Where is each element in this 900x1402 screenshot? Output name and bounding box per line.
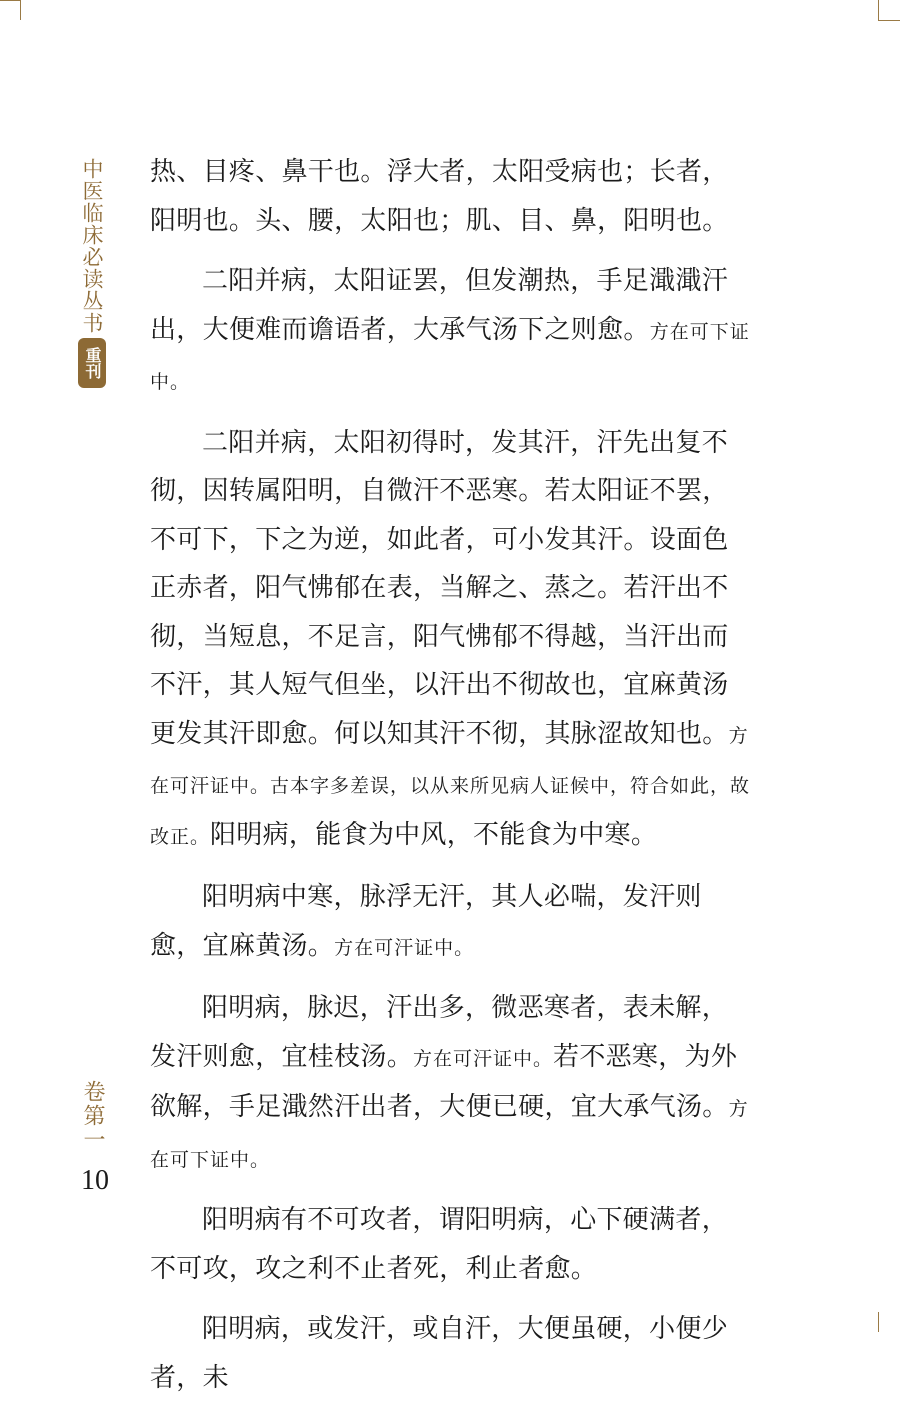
paragraph-text: 热、目疼、鼻干也。浮大者，太阳受病也；长者，阳明也。头、腰，太阳也；肌、目、鼻，阳明也。 bbox=[150, 157, 729, 236]
page-number: 10 bbox=[81, 1165, 109, 1196]
annotation-note: 方在可汗证中。 bbox=[413, 1047, 554, 1070]
crop-mark-bottom-right-v bbox=[878, 1312, 879, 1332]
annotation-note: 方在可下证中。 bbox=[150, 1098, 749, 1171]
annotation-note: 方在可汗证中。 bbox=[334, 936, 475, 959]
paragraph-text: 阳明病，脉迟，汗出多，微恶寒者，表未解，发汗则愈，宜桂枝汤。 bbox=[150, 993, 729, 1072]
annotation-note: 方在可汗证中。古本字多差误，以从来所见病人证候中，符合如此，故改正。 bbox=[150, 724, 751, 848]
paragraph bbox=[150, 148, 750, 245]
crop-mark-top-left-v bbox=[20, 0, 21, 20]
paragraph bbox=[150, 984, 750, 1184]
paragraph-text: 若不恶寒，为外欲解，手足濈然汗出者，大便已硬，宜大承气汤。 bbox=[150, 1041, 738, 1122]
paragraph-text: 阳明病，能食为中风，不能食为中寒。 bbox=[210, 819, 658, 850]
paragraph-text: 阳明病，或发汗，或自汗，大便虽硬，小便少者，未 bbox=[150, 1314, 729, 1393]
series-sidebar bbox=[66, 158, 118, 388]
paragraph-text: 二阳并病，太阳证罢，但发潮热，手足濈濈汗出，大便难而谵语者，大承气汤下之则愈。 bbox=[150, 266, 729, 345]
paragraph bbox=[150, 257, 750, 407]
crop-mark-top-left-h bbox=[0, 0, 20, 1]
series-title: 中医临床必读丛书 bbox=[80, 158, 104, 334]
paragraph bbox=[150, 1305, 750, 1402]
paragraph-text: 二阳并病，太阳初得时，发其汗，汗先出复不彻，因转属阳明，自微汗不恶寒。若太阳证不罢，不可下，下之为逆，如此者，可小发其汗。设面色正赤者，阳气怫郁在表，当解之、蒸之。若汗出不彻，当短息，不足言，阳气怫郁不得越，当汗出而不汗，其人短气但坐，以汗出不彻故也，宜麻黄汤更发其汗即愈。何以知其汗不彻，其脉涩故知也。 bbox=[150, 427, 729, 749]
volume-label: 卷第一 bbox=[80, 1080, 105, 1152]
crop-mark-top-right-h bbox=[878, 20, 900, 21]
paragraph-text: 阳明病中寒，脉浮无汗，其人必喘，发汗则愈，宜麻黄汤。 bbox=[150, 882, 702, 961]
reissue-seal: 重刊 bbox=[78, 338, 106, 388]
body-text bbox=[150, 148, 750, 1402]
crop-mark-top-right-v bbox=[878, 0, 879, 20]
paragraph bbox=[150, 873, 750, 972]
paragraph bbox=[150, 419, 750, 862]
annotation-note: 方在可下证中。 bbox=[150, 320, 750, 393]
paragraph-text: 阳明病有不可攻者，谓阳明病，心下硬满者，不可攻，攻之利不止者死，利止者愈。 bbox=[150, 1205, 729, 1284]
paragraph bbox=[150, 1196, 750, 1293]
